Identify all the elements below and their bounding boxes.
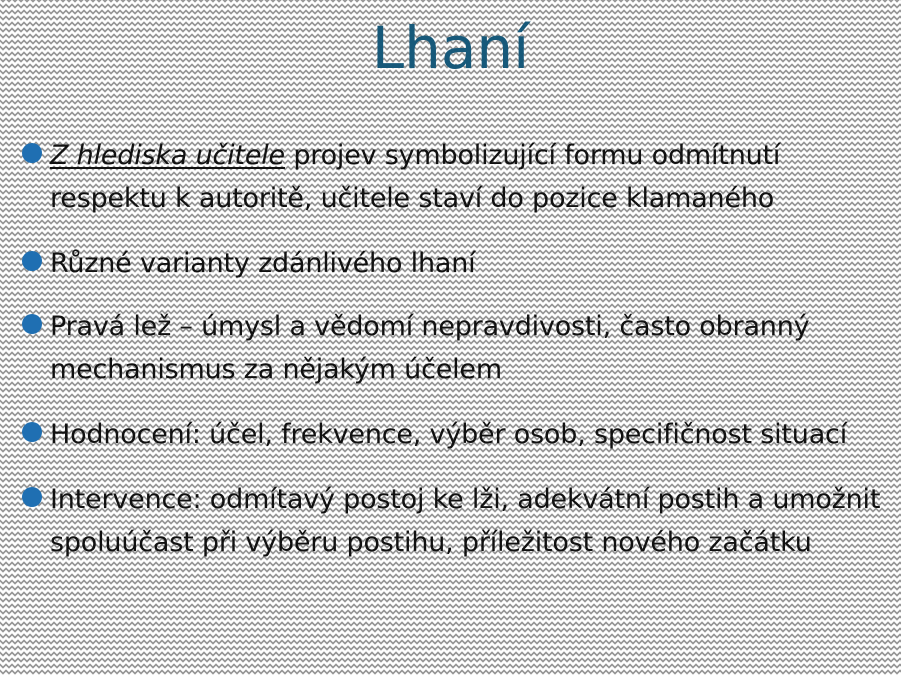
bullet-dot-icon (22, 251, 42, 271)
bullet-list (20, 134, 895, 564)
bullet-item (20, 413, 895, 456)
bullet-item (20, 134, 895, 220)
bullet-text: Pravá lež – úmysl a vědomí nepravdivosti, často obranný mechanismus za nějakým účelem (50, 311, 810, 385)
bullet-dot-icon (22, 314, 42, 334)
bullet-lead-text: Z hlediska učitele (50, 140, 285, 171)
bullet-item (20, 242, 895, 285)
bullet-dot-icon (22, 422, 42, 442)
bullet-item (20, 478, 895, 564)
slide-title: Lhaní (371, 14, 530, 82)
bullet-text: Intervence: odmítavý postoj ke lži, adekvátní postih a umožnit spoluúčast při výběru postihu, příležitost nového začátku (50, 484, 881, 558)
bullet-text: Různé varianty zdánlivého lhaní (50, 248, 476, 279)
bullet-text: projev symbolizující formu odmítnutí respektu k autoritě, učitele staví do pozice klamaného (50, 140, 781, 214)
bullet-dot-icon (22, 143, 42, 163)
bullet-dot-icon (22, 487, 42, 507)
bullet-text: Hodnocení: účel, frekvence, výběr osob, specifičnost situací (50, 419, 847, 450)
bullet-item (20, 305, 895, 391)
